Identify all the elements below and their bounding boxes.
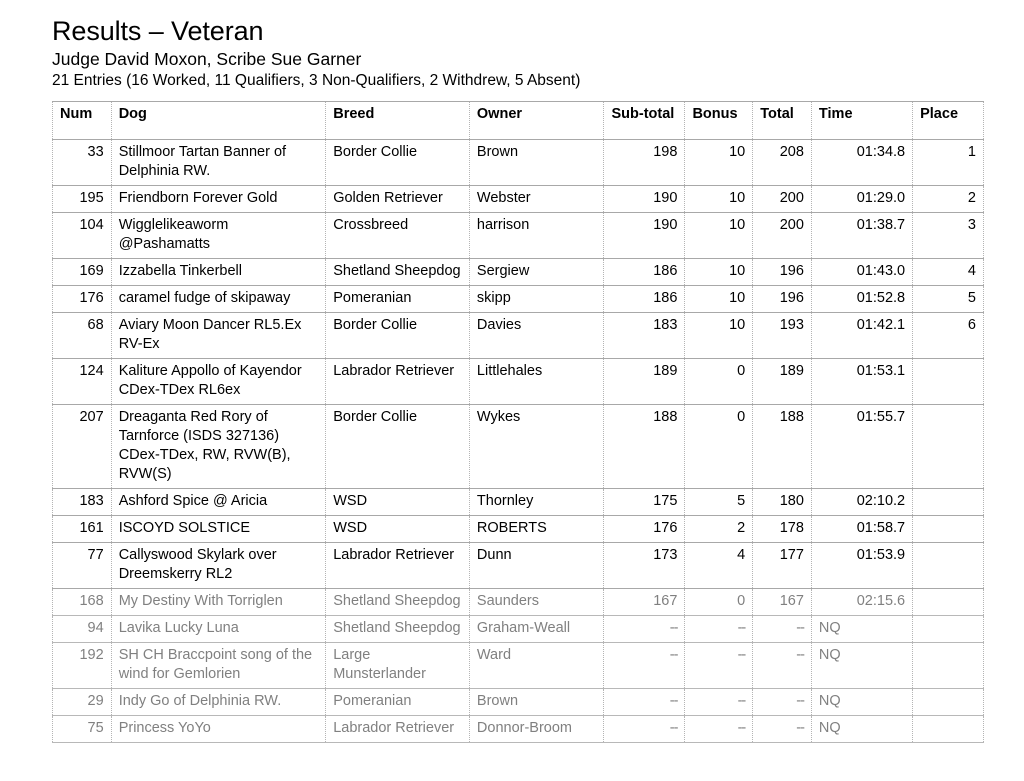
cell-time: 01:42.1 [811,313,912,359]
cell-num: 124 [53,359,112,405]
cell-owner: Dunn [469,543,604,589]
cell-num: 195 [53,186,112,213]
cell-dog: Wigglelikeaworm @Pashamatts [111,213,326,259]
cell-place [913,405,984,489]
cell-breed: WSD [326,516,470,543]
cell-dog: caramel fudge of skipaway [111,286,326,313]
cell-bonus: 10 [685,286,753,313]
cell-time: NQ [811,716,912,743]
cell-bonus: 2 [685,516,753,543]
cell-total: 167 [753,589,812,616]
table-row [53,689,984,716]
cell-breed: Labrador Retriever [326,359,470,405]
cell-breed: Shetland Sheepdog [326,259,470,286]
officials-line: Judge David Moxon, Scribe Sue Garner [52,49,362,69]
cell-total: 189 [753,359,812,405]
cell-dog: Lavika Lucky Luna [111,616,326,643]
cell-breed: Labrador Retriever [326,543,470,589]
cell-bonus: -- [685,643,753,689]
column-header-time: Time [811,102,912,140]
cell-total: 196 [753,286,812,313]
column-header-total: Total [753,102,812,140]
cell-subtotal: 175 [604,489,685,516]
cell-bonus: -- [685,716,753,743]
cell-total: 200 [753,186,812,213]
cell-breed: Border Collie [326,405,470,489]
cell-owner: Brown [469,689,604,716]
column-header-dog: Dog [111,102,326,140]
cell-breed: Border Collie [326,140,470,186]
cell-bonus: 0 [685,405,753,489]
table-header [53,102,984,140]
cell-num: 161 [53,516,112,543]
cell-dog: Indy Go of Delphinia RW. [111,689,326,716]
cell-bonus: 10 [685,259,753,286]
cell-subtotal: -- [604,689,685,716]
cell-breed: Labrador Retriever [326,716,470,743]
table-row [53,213,984,259]
column-header-owner: Owner [469,102,604,140]
cell-num: 183 [53,489,112,516]
cell-time: 01:43.0 [811,259,912,286]
cell-owner: Saunders [469,589,604,616]
cell-place [913,543,984,589]
cell-num: 168 [53,589,112,616]
cell-place [913,516,984,543]
cell-subtotal: -- [604,616,685,643]
cell-bonus: -- [685,616,753,643]
column-header-bonus: Bonus [685,102,753,140]
cell-dog: ISCOYD SOLSTICE [111,516,326,543]
cell-breed: WSD [326,489,470,516]
cell-num: 68 [53,313,112,359]
cell-total: -- [753,716,812,743]
table-row [53,616,984,643]
cell-dog: Ashford Spice @ Aricia [111,489,326,516]
cell-time: NQ [811,689,912,716]
results-table [52,101,984,743]
cell-owner: Wykes [469,405,604,489]
cell-owner: Littlehales [469,359,604,405]
cell-bonus: 0 [685,359,753,405]
cell-dog: My Destiny With Torriglen [111,589,326,616]
table-row [53,643,984,689]
cell-owner: skipp [469,286,604,313]
cell-subtotal: 190 [604,213,685,259]
cell-total: 178 [753,516,812,543]
cell-dog: Callyswood Skylark over Dreemskerry RL2 [111,543,326,589]
entries-summary: 21 Entries (16 Worked, 11 Qualifiers, 3 Non-Qualifiers, 2 Withdrew, 5 Absent) [52,72,581,89]
cell-owner: ROBERTS [469,516,604,543]
cell-subtotal: 176 [604,516,685,543]
cell-num: 94 [53,616,112,643]
cell-breed: Pomeranian [326,286,470,313]
cell-num: 192 [53,643,112,689]
cell-place [913,589,984,616]
cell-num: 104 [53,213,112,259]
cell-time: 01:55.7 [811,405,912,489]
column-header-num: Num [53,102,112,140]
cell-num: 29 [53,689,112,716]
cell-owner: Thornley [469,489,604,516]
cell-num: 75 [53,716,112,743]
cell-place: 1 [913,140,984,186]
cell-subtotal: 188 [604,405,685,489]
cell-dog: Friendborn Forever Gold [111,186,326,213]
cell-bonus: 5 [685,489,753,516]
cell-time: NQ [811,643,912,689]
cell-total: -- [753,643,812,689]
table-row [53,405,984,489]
cell-total: 193 [753,313,812,359]
cell-breed: Pomeranian [326,689,470,716]
cell-bonus: 0 [685,589,753,616]
column-header-place: Place [913,102,984,140]
cell-num: 77 [53,543,112,589]
column-header-breed: Breed [326,102,470,140]
cell-subtotal: 186 [604,286,685,313]
cell-total: 208 [753,140,812,186]
cell-subtotal: 189 [604,359,685,405]
cell-total: 200 [753,213,812,259]
cell-total: 180 [753,489,812,516]
cell-dog: Princess YoYo [111,716,326,743]
cell-time: 01:52.8 [811,286,912,313]
cell-owner: Brown [469,140,604,186]
cell-dog: SH CH Braccpoint song of the wind for Gemlorien [111,643,326,689]
cell-owner: Davies [469,313,604,359]
cell-subtotal: 186 [604,259,685,286]
cell-place [913,616,984,643]
cell-total: -- [753,689,812,716]
column-header-subtotal: Sub-total [604,102,685,140]
cell-owner: Ward [469,643,604,689]
cell-time: 02:15.6 [811,589,912,616]
cell-bonus: 4 [685,543,753,589]
cell-dog: Stillmoor Tartan Banner of Delphinia RW. [111,140,326,186]
cell-subtotal: 183 [604,313,685,359]
table-row [53,313,984,359]
cell-subtotal: -- [604,716,685,743]
cell-num: 176 [53,286,112,313]
cell-time: 01:53.1 [811,359,912,405]
table-row [53,259,984,286]
cell-owner: harrison [469,213,604,259]
table-row [53,286,984,313]
cell-bonus: -- [685,689,753,716]
cell-num: 207 [53,405,112,489]
cell-num: 33 [53,140,112,186]
cell-subtotal: 198 [604,140,685,186]
table-row [53,186,984,213]
cell-time: 01:58.7 [811,516,912,543]
cell-bonus: 10 [685,313,753,359]
cell-place [913,716,984,743]
cell-owner: Webster [469,186,604,213]
cell-breed: Border Collie [326,313,470,359]
cell-place: 6 [913,313,984,359]
cell-owner: Donnor-Broom [469,716,604,743]
cell-time: 01:38.7 [811,213,912,259]
cell-total: 196 [753,259,812,286]
cell-breed: Large Munsterlander [326,643,470,689]
table-header-row [53,102,984,140]
cell-place: 2 [913,186,984,213]
cell-subtotal: 190 [604,186,685,213]
cell-bonus: 10 [685,140,753,186]
cell-breed: Golden Retriever [326,186,470,213]
cell-bonus: 10 [685,186,753,213]
cell-total: 177 [753,543,812,589]
cell-breed: Crossbreed [326,213,470,259]
cell-num: 169 [53,259,112,286]
cell-dog: Izzabella Tinkerbell [111,259,326,286]
cell-time: 01:34.8 [811,140,912,186]
cell-subtotal: 173 [604,543,685,589]
cell-breed: Shetland Sheepdog [326,589,470,616]
table-row [53,716,984,743]
cell-dog: Dreaganta Red Rory of Tarnforce (ISDS 327136) CDex-TDex, RW, RVW(B), RVW(S) [111,405,326,489]
cell-place: 5 [913,286,984,313]
table-row [53,516,984,543]
cell-time: 02:10.2 [811,489,912,516]
cell-subtotal: -- [604,643,685,689]
cell-place [913,359,984,405]
cell-place [913,489,984,516]
cell-breed: Shetland Sheepdog [326,616,470,643]
cell-time: 01:53.9 [811,543,912,589]
cell-place: 3 [913,213,984,259]
page-title: Results – Veteran [52,16,264,46]
cell-bonus: 10 [685,213,753,259]
table-body [53,140,984,743]
table-row [53,543,984,589]
table-row [53,589,984,616]
table-row [53,359,984,405]
cell-place: 4 [913,259,984,286]
cell-subtotal: 167 [604,589,685,616]
cell-owner: Graham-Weall [469,616,604,643]
cell-time: 01:29.0 [811,186,912,213]
cell-total: 188 [753,405,812,489]
table-row [53,489,984,516]
cell-place [913,689,984,716]
cell-dog: Aviary Moon Dancer RL5.Ex RV-Ex [111,313,326,359]
table-row [53,140,984,186]
cell-dog: Kaliture Appollo of Kayendor CDex-TDex RL6ex [111,359,326,405]
cell-owner: Sergiew [469,259,604,286]
cell-place [913,643,984,689]
cell-time: NQ [811,616,912,643]
cell-total: -- [753,616,812,643]
